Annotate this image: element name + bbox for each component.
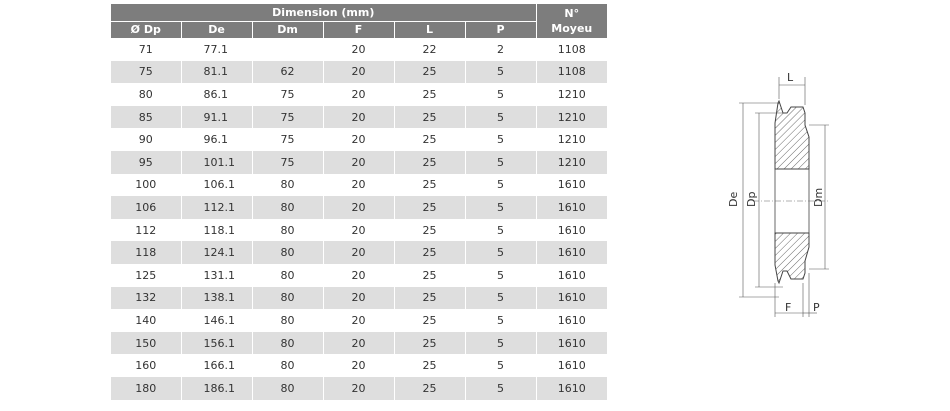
- cell-de: 186.1: [181, 377, 252, 400]
- cell-f: 20: [323, 219, 394, 242]
- cell-f: 20: [323, 332, 394, 355]
- cell-f: 20: [323, 287, 394, 310]
- cell-dm: 62: [252, 61, 323, 84]
- cell-f: 20: [323, 354, 394, 377]
- cell-f: 20: [323, 377, 394, 400]
- cell-p: 5: [465, 354, 536, 377]
- cell-dp: 140: [111, 309, 181, 332]
- cell-hub: 1610: [536, 309, 607, 332]
- cell-l: 25: [394, 61, 465, 84]
- cell-f: 20: [323, 151, 394, 174]
- column-header-f: F: [323, 22, 394, 39]
- cell-l: 25: [394, 219, 465, 242]
- diagram-label-De: De: [727, 191, 740, 207]
- cell-l: 25: [394, 106, 465, 129]
- cell-p: 5: [465, 196, 536, 219]
- cell-hub: 1610: [536, 219, 607, 242]
- column-header-l: L: [394, 22, 465, 39]
- cell-l: 22: [394, 38, 465, 61]
- lower-section-shape: [775, 233, 809, 283]
- cell-hub: 1610: [536, 332, 607, 355]
- cell-p: 5: [465, 241, 536, 264]
- cell-l: 25: [394, 309, 465, 332]
- cell-p: 5: [465, 377, 536, 400]
- cell-dp: 125: [111, 264, 181, 287]
- cell-p: 5: [465, 83, 536, 106]
- cell-p: 5: [465, 61, 536, 84]
- column-header-de: De: [181, 22, 252, 39]
- diagram-label-Dp: Dp: [745, 191, 758, 207]
- table-row: [111, 83, 607, 106]
- cell-dp: 180: [111, 377, 181, 400]
- cell-l: 25: [394, 151, 465, 174]
- cell-l: 25: [394, 128, 465, 151]
- diagram-label-L: L: [787, 71, 794, 84]
- cell-hub: 1210: [536, 83, 607, 106]
- cell-f: 20: [323, 174, 394, 197]
- cell-dm: 75: [252, 106, 323, 129]
- cell-l: 25: [394, 332, 465, 355]
- cell-dp: 95: [111, 151, 181, 174]
- cell-p: 5: [465, 287, 536, 310]
- cell-dm: 80: [252, 287, 323, 310]
- cell-de: 156.1: [181, 332, 252, 355]
- table-row: [111, 128, 607, 151]
- cell-de: 131.1: [181, 264, 252, 287]
- cell-dp: 118: [111, 241, 181, 264]
- cell-de: 118.1: [181, 219, 252, 242]
- cell-hub: 1610: [536, 174, 607, 197]
- table-body: [111, 38, 607, 400]
- cell-dm: 80: [252, 332, 323, 355]
- cell-l: 25: [394, 354, 465, 377]
- cell-dp: 71: [111, 38, 181, 61]
- cell-dm: 80: [252, 174, 323, 197]
- table-row: [111, 61, 607, 84]
- column-header-p: P: [465, 22, 536, 39]
- cell-f: 20: [323, 196, 394, 219]
- cell-f: 20: [323, 106, 394, 129]
- diagram-label-P: P: [813, 301, 820, 314]
- cell-dm: 80: [252, 196, 323, 219]
- cell-p: 5: [465, 332, 536, 355]
- cell-hub: 1610: [536, 354, 607, 377]
- cell-de: 86.1: [181, 83, 252, 106]
- table-row: [111, 309, 607, 332]
- cell-de: 77.1: [181, 38, 252, 61]
- cell-dm: 75: [252, 151, 323, 174]
- cell-f: 20: [323, 128, 394, 151]
- cell-f: 20: [323, 83, 394, 106]
- cell-dm: [252, 38, 323, 61]
- table-row: [111, 264, 607, 287]
- cell-f: 20: [323, 61, 394, 84]
- cell-de: 166.1: [181, 354, 252, 377]
- cell-f: 20: [323, 264, 394, 287]
- dimension-group-header: Dimension (mm): [111, 4, 536, 22]
- cell-dp: 150: [111, 332, 181, 355]
- cell-dp: 75: [111, 61, 181, 84]
- table-row: [111, 196, 607, 219]
- cell-l: 25: [394, 377, 465, 400]
- table-row: [111, 241, 607, 264]
- column-header-dm: Dm: [252, 22, 323, 39]
- cell-p: 5: [465, 106, 536, 129]
- cell-hub: 1210: [536, 151, 607, 174]
- cell-dm: 80: [252, 377, 323, 400]
- cell-l: 25: [394, 83, 465, 106]
- hub-number-header: [536, 4, 607, 38]
- cell-p: 5: [465, 219, 536, 242]
- cell-p: 5: [465, 151, 536, 174]
- pulley-section-diagram: [725, 65, 840, 320]
- cell-dm: 80: [252, 354, 323, 377]
- table-row: [111, 332, 607, 355]
- cell-hub: 1610: [536, 377, 607, 400]
- table-row: [111, 219, 607, 242]
- cell-de: 124.1: [181, 241, 252, 264]
- cell-l: 25: [394, 287, 465, 310]
- cell-dm: 75: [252, 128, 323, 151]
- dimension-table: [111, 4, 607, 400]
- cell-hub: 1610: [536, 241, 607, 264]
- cell-dp: 90: [111, 128, 181, 151]
- table-row: [111, 377, 607, 400]
- cell-p: 2: [465, 38, 536, 61]
- cell-dm: 80: [252, 264, 323, 287]
- cell-l: 25: [394, 196, 465, 219]
- cell-hub: 1108: [536, 38, 607, 61]
- cell-l: 25: [394, 174, 465, 197]
- cell-dm: 75: [252, 83, 323, 106]
- cell-de: 81.1: [181, 61, 252, 84]
- cell-hub: 1610: [536, 196, 607, 219]
- cell-p: 5: [465, 264, 536, 287]
- cell-hub: 1210: [536, 106, 607, 129]
- hub-header-line1: N°: [564, 7, 580, 20]
- cell-dp: 106: [111, 196, 181, 219]
- cell-dm: 80: [252, 309, 323, 332]
- cell-de: 96.1: [181, 128, 252, 151]
- cell-dp: 85: [111, 106, 181, 129]
- upper-section-shape: [775, 101, 809, 169]
- cell-f: 20: [323, 309, 394, 332]
- table-row: [111, 354, 607, 377]
- diagram-label-F: F: [785, 301, 792, 314]
- hub-header-line2: Moyeu: [551, 22, 593, 35]
- cell-p: 5: [465, 174, 536, 197]
- cell-hub: 1610: [536, 287, 607, 310]
- cell-de: 91.1: [181, 106, 252, 129]
- cell-dp: 112: [111, 219, 181, 242]
- cell-dp: 80: [111, 83, 181, 106]
- table-row: [111, 151, 607, 174]
- cell-l: 25: [394, 241, 465, 264]
- cell-p: 5: [465, 128, 536, 151]
- table-row: [111, 287, 607, 310]
- table-row: [111, 106, 607, 129]
- cell-de: 106.1: [181, 174, 252, 197]
- cell-l: 25: [394, 264, 465, 287]
- cell-de: 138.1: [181, 287, 252, 310]
- cell-hub: 1610: [536, 264, 607, 287]
- cell-f: 20: [323, 38, 394, 61]
- cell-dp: 160: [111, 354, 181, 377]
- cell-de: 101.1: [181, 151, 252, 174]
- table-row: [111, 174, 607, 197]
- cell-de: 112.1: [181, 196, 252, 219]
- cell-f: 20: [323, 241, 394, 264]
- table-row: [111, 38, 607, 61]
- cell-de: 146.1: [181, 309, 252, 332]
- cell-dm: 80: [252, 241, 323, 264]
- cell-dp: 100: [111, 174, 181, 197]
- column-header-dp: Ø Dp: [111, 22, 181, 39]
- diagram-label-Dm: Dm: [812, 187, 825, 207]
- cell-p: 5: [465, 309, 536, 332]
- cell-dm: 80: [252, 219, 323, 242]
- cell-hub: 1210: [536, 128, 607, 151]
- cell-dp: 132: [111, 287, 181, 310]
- cell-hub: 1108: [536, 61, 607, 84]
